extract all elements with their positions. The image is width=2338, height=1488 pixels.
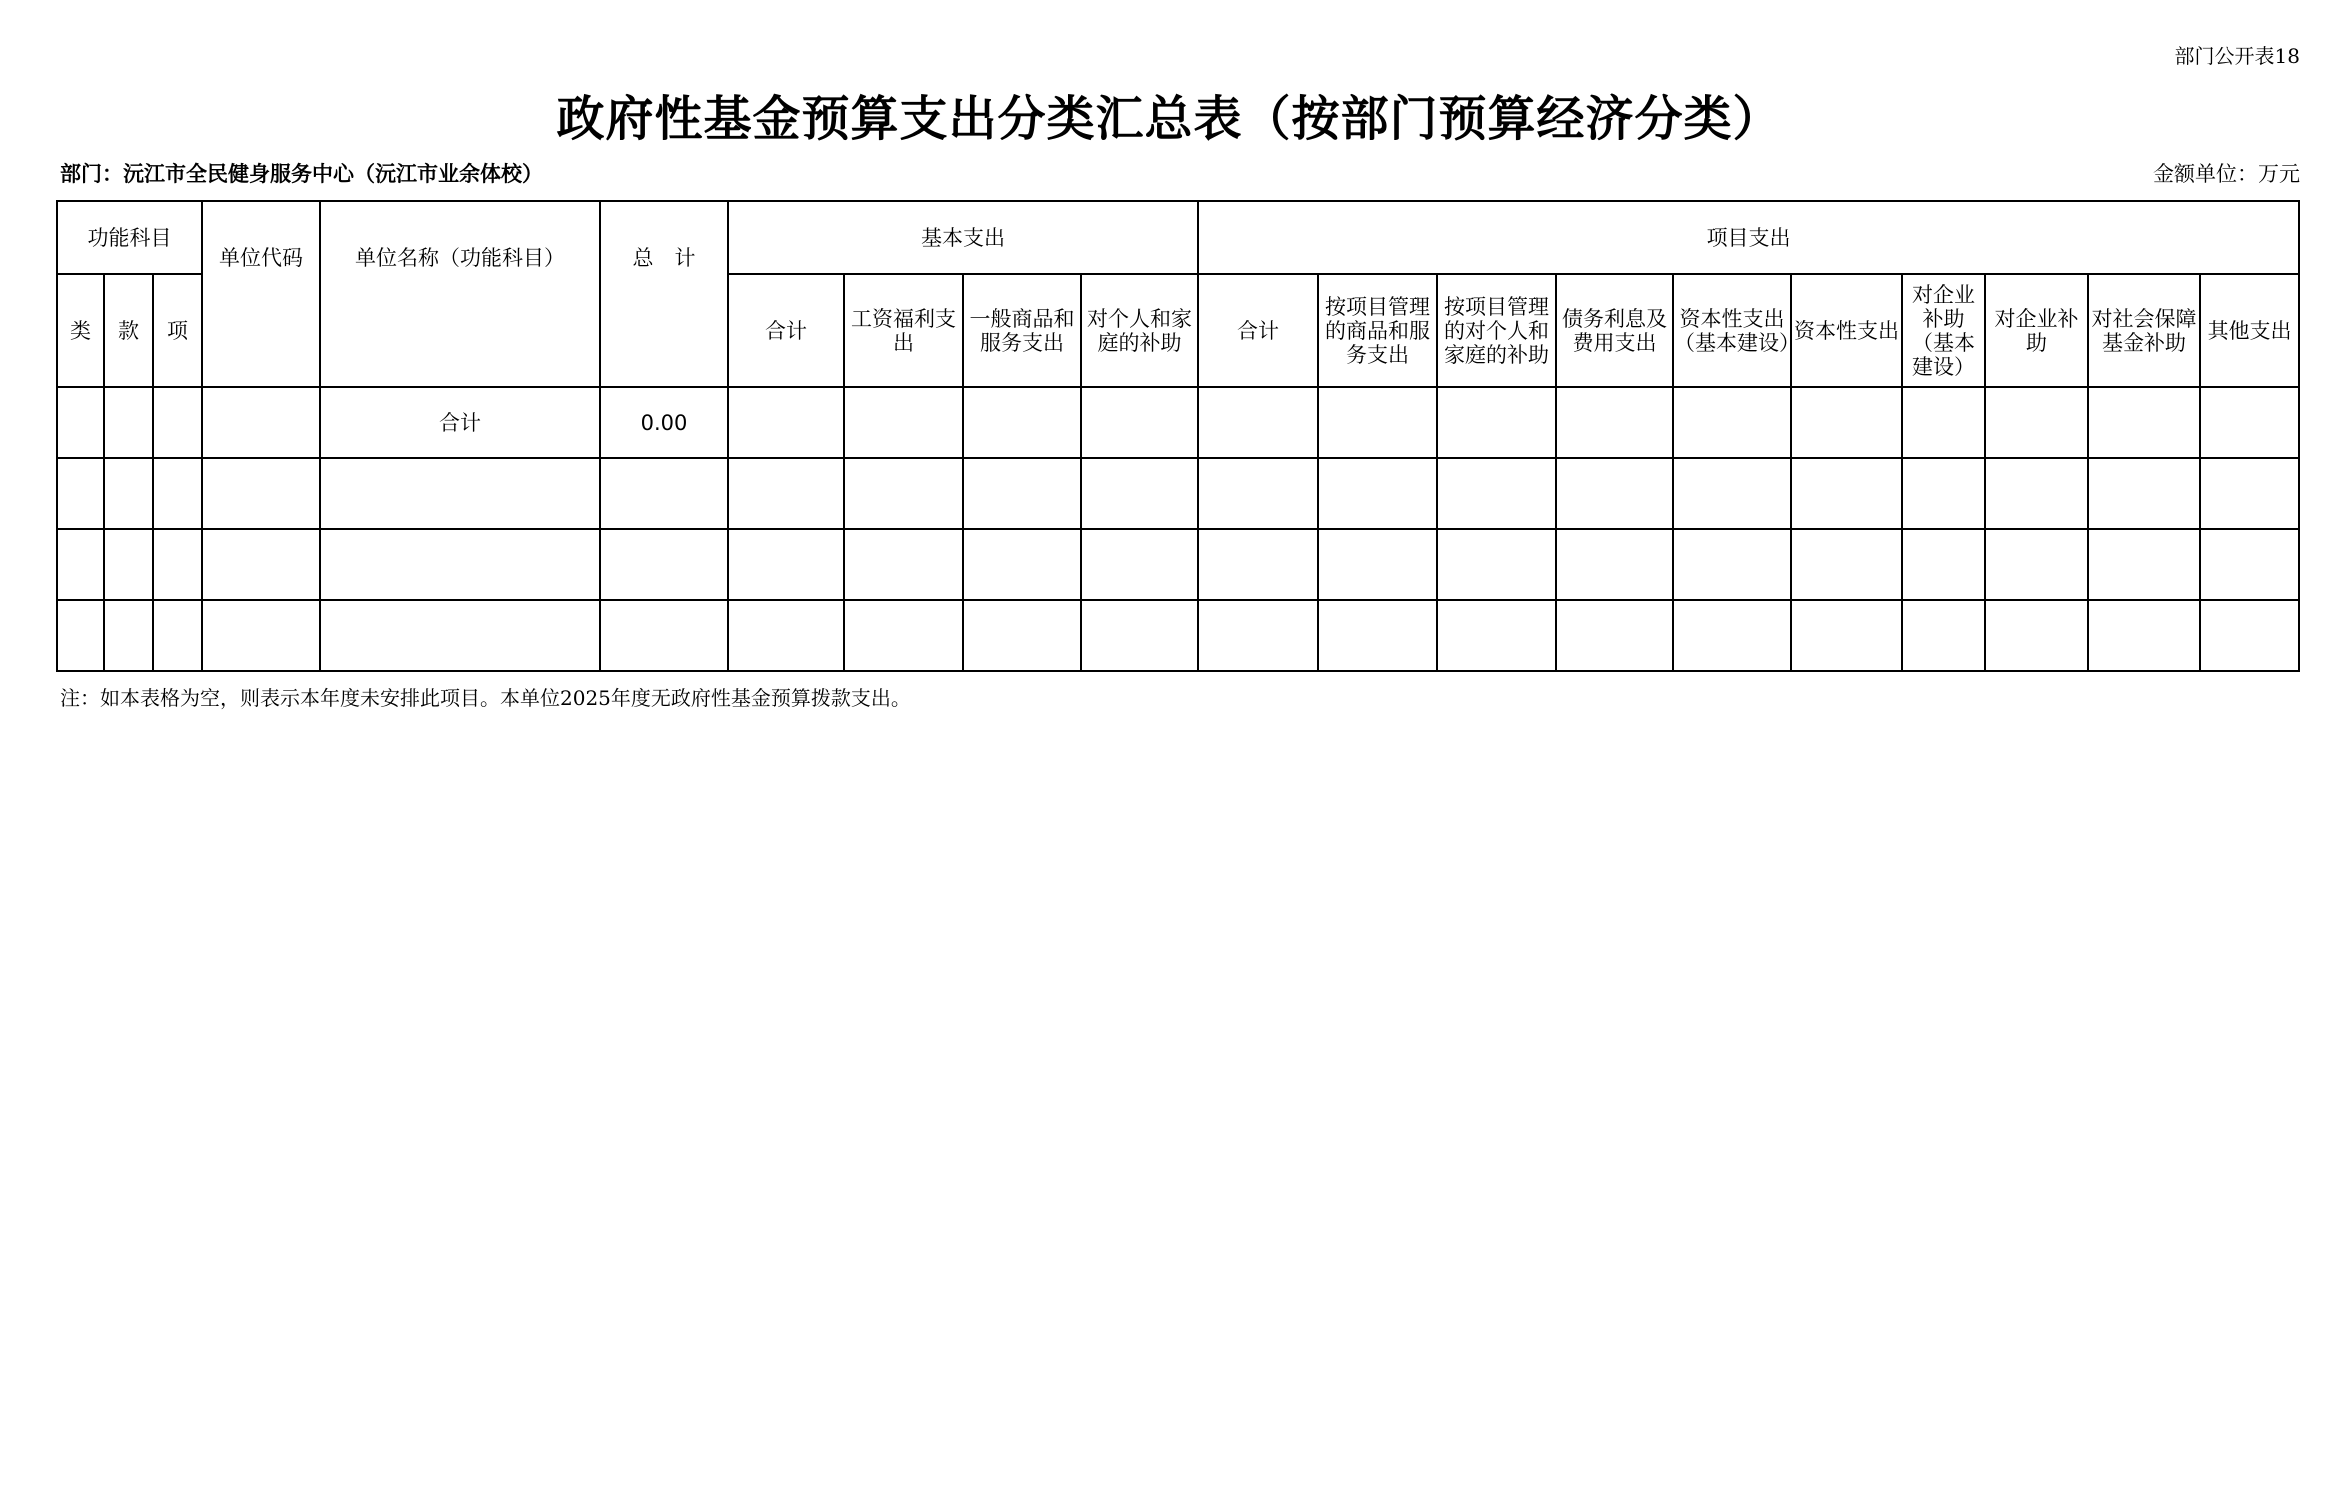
row-name: 合计: [320, 387, 600, 458]
amount-unit-label: 金额单位：万元: [2153, 162, 2300, 186]
header-project-enterprise-construction: 对企业补助（基本建设）: [1902, 274, 1985, 387]
header-project-debt-interest: 债务利息及费用支出: [1556, 274, 1673, 387]
header-lei: 类: [57, 274, 104, 387]
header-basic-salary: 工资福利支出: [844, 274, 963, 387]
header-project-total: 合计: [1198, 274, 1318, 387]
header-basic-individual-subsidy: 对个人和家庭的补助: [1081, 274, 1198, 387]
header-basic-total: 合计: [728, 274, 844, 387]
header-project-other: 其他支出: [2200, 274, 2299, 387]
header-project-social-security: 对社会保障基金补助: [2088, 274, 2200, 387]
header-unit-code: 单位代码: [202, 201, 320, 387]
header-project-capital: 资本性支出: [1791, 274, 1902, 387]
budget-table: [56, 200, 2300, 672]
table-row: [57, 458, 2299, 529]
header-project-goods-services: 按项目管理的商品和服务支出: [1318, 274, 1437, 387]
header-total: 总 计: [600, 201, 728, 387]
header-xiang: 项: [153, 274, 202, 387]
header-unit-name: 单位名称（功能科目）: [320, 201, 600, 387]
row-name: [320, 458, 600, 529]
header-kuan: 款: [104, 274, 153, 387]
table-row: [57, 387, 2299, 458]
department-label: 部门：沅江市全民健身服务中心（沅江市业余体校）: [60, 161, 543, 186]
row-total: [600, 529, 728, 600]
row-name: [320, 600, 600, 671]
row-total: 0.00: [600, 387, 728, 458]
row-total: [600, 458, 728, 529]
row-name: [320, 529, 600, 600]
header-basic-goods-services: 一般商品和服务支出: [963, 274, 1081, 387]
header-project-enterprise-subsidy: 对企业补助: [1985, 274, 2088, 387]
page-title: 政府性基金预算支出分类汇总表（按部门预算经济分类）: [556, 91, 1782, 147]
header-project-capital-construction: 资本性支出（基本建设）: [1673, 274, 1791, 387]
page-label: 部门公开表18: [2174, 44, 2300, 68]
table-row: [57, 529, 2299, 600]
header-func-subject: 功能科目: [57, 201, 202, 274]
footnote: 注：如本表格为空，则表示本年度未安排此项目。本单位2025年度无政府性基金预算拨款支出。: [60, 686, 911, 710]
table-row: [57, 600, 2299, 671]
row-total: [600, 600, 728, 671]
header-project-individual-subsidy: 按项目管理的对个人和家庭的补助: [1437, 274, 1556, 387]
header-project-expenditure: 项目支出: [1198, 201, 2299, 274]
header-basic-expenditure: 基本支出: [728, 201, 1198, 274]
